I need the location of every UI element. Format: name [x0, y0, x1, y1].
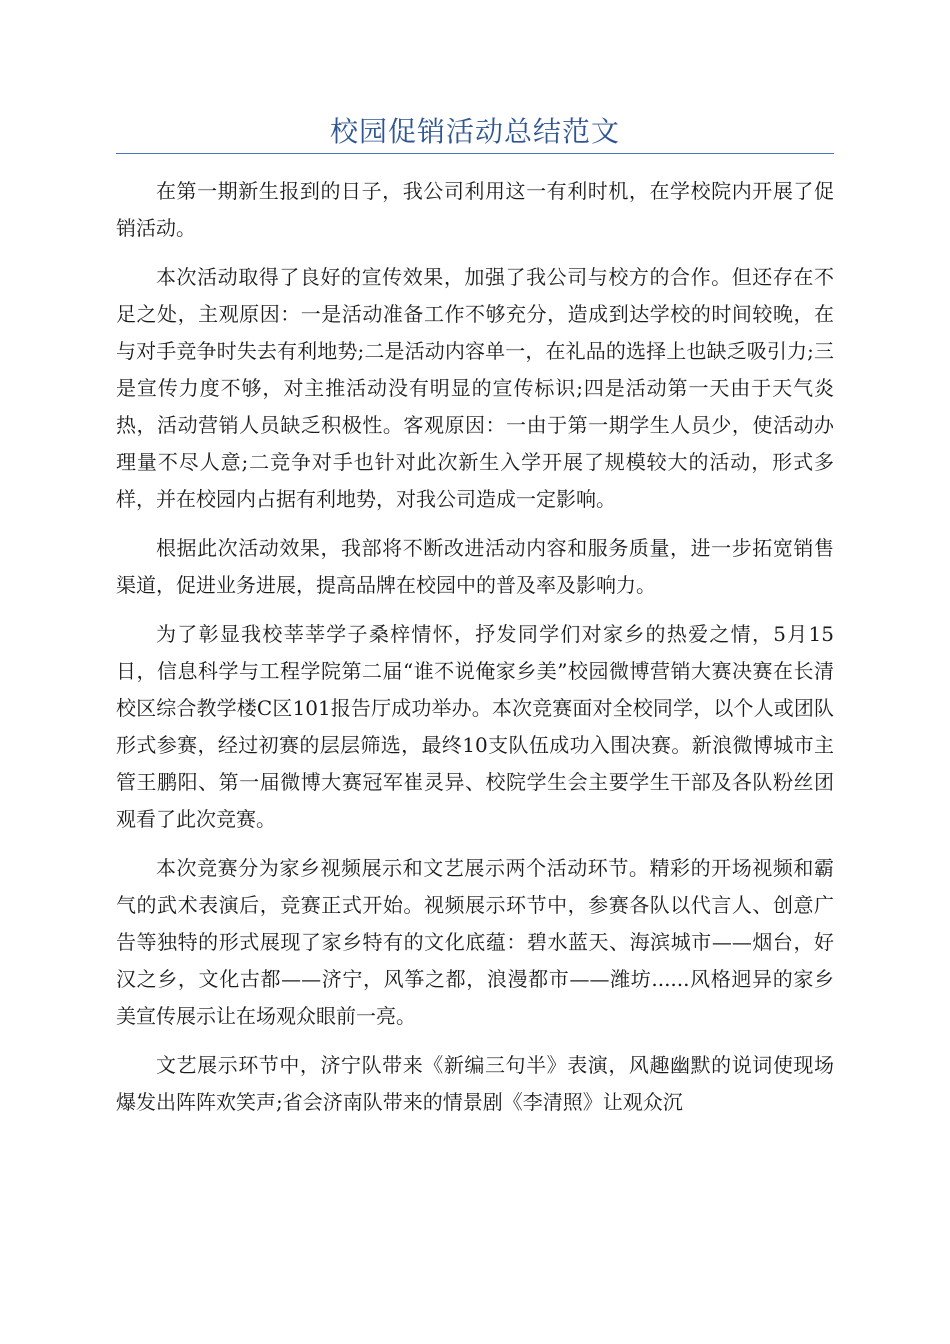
- paragraph-4: 为了彰显我校莘莘学子桑梓情怀，抒发同学们对家乡的热爱之情，5月15日，信息科学与工程学院第二届“谁不说俺家乡美”校园微博营销大赛决赛在长清校区综合教学楼C区101报告厅成功举办。本次竞赛面对全校同学，以个人或团队形式参赛，经过初赛的层层筛选，最终10支队伍成功入围决赛。新浪微博城市主管王鹏阳、第一届微博大赛冠军崔灵异、校院学生会主要学生干部及各队粉丝团观看了此次竞赛。: [116, 622, 834, 831]
- paragraph-6: 文艺展示环节中，济宁队带来《新编三句半》表演，风趣幽默的说词使现场爆发出阵阵欢笑声;省会济南队带来的情景剧《李清照》让观众沉: [116, 1053, 834, 1114]
- document-title: 校园促销活动总结范文: [329, 115, 620, 148]
- paragraph-2: 本次活动取得了良好的宣传效果，加强了我公司与校方的合作。但还存在不足之处，主观原因：一是活动准备工作不够充分，造成到达学校的时间较晚，在与对手竞争时失去有利地势;二是活动内容单一，在礼品的选择上也缺乏吸引力;三是宣传力度不够，对主推活动没有明显的宣传标识;四是活动第一天由于天气炎热，活动营销人员缺乏积极性。客观原因：一由于第一期学生人员少，使活动办理量不尽人意;二竞争对手也针对此次新生入学开展了规模较大的活动，形式多样，并在校园内占据有利地势，对我公司造成一定影响。: [116, 265, 834, 511]
- paragraph-3: 根据此次活动效果，我部将不断改进活动内容和服务质量，进一步拓宽销售渠道，促进业务进展，提高品牌在校园中的普及率及影响力。: [116, 536, 834, 597]
- title-underline: [116, 153, 834, 154]
- document-body: [116, 173, 834, 1133]
- paragraph-5: 本次竞赛分为家乡视频展示和文艺展示两个活动环节。精彩的开场视频和霸气的武术表演后，竞赛正式开始。视频展示环节中，参赛各队以代言人、创意广告等独特的形式展现了家乡特有的文化底蕴：碧水蓝天、海滨城市——烟台，好汉之乡，文化古都——济宁，风筝之都，浪漫都市——潍坊......风格迥异的家乡美宣传展示让在场观众眼前一亮。: [116, 856, 834, 1028]
- paragraph-1: 在第一期新生报到的日子，我公司利用这一有利时机，在学校院内开展了促销活动。: [116, 179, 834, 240]
